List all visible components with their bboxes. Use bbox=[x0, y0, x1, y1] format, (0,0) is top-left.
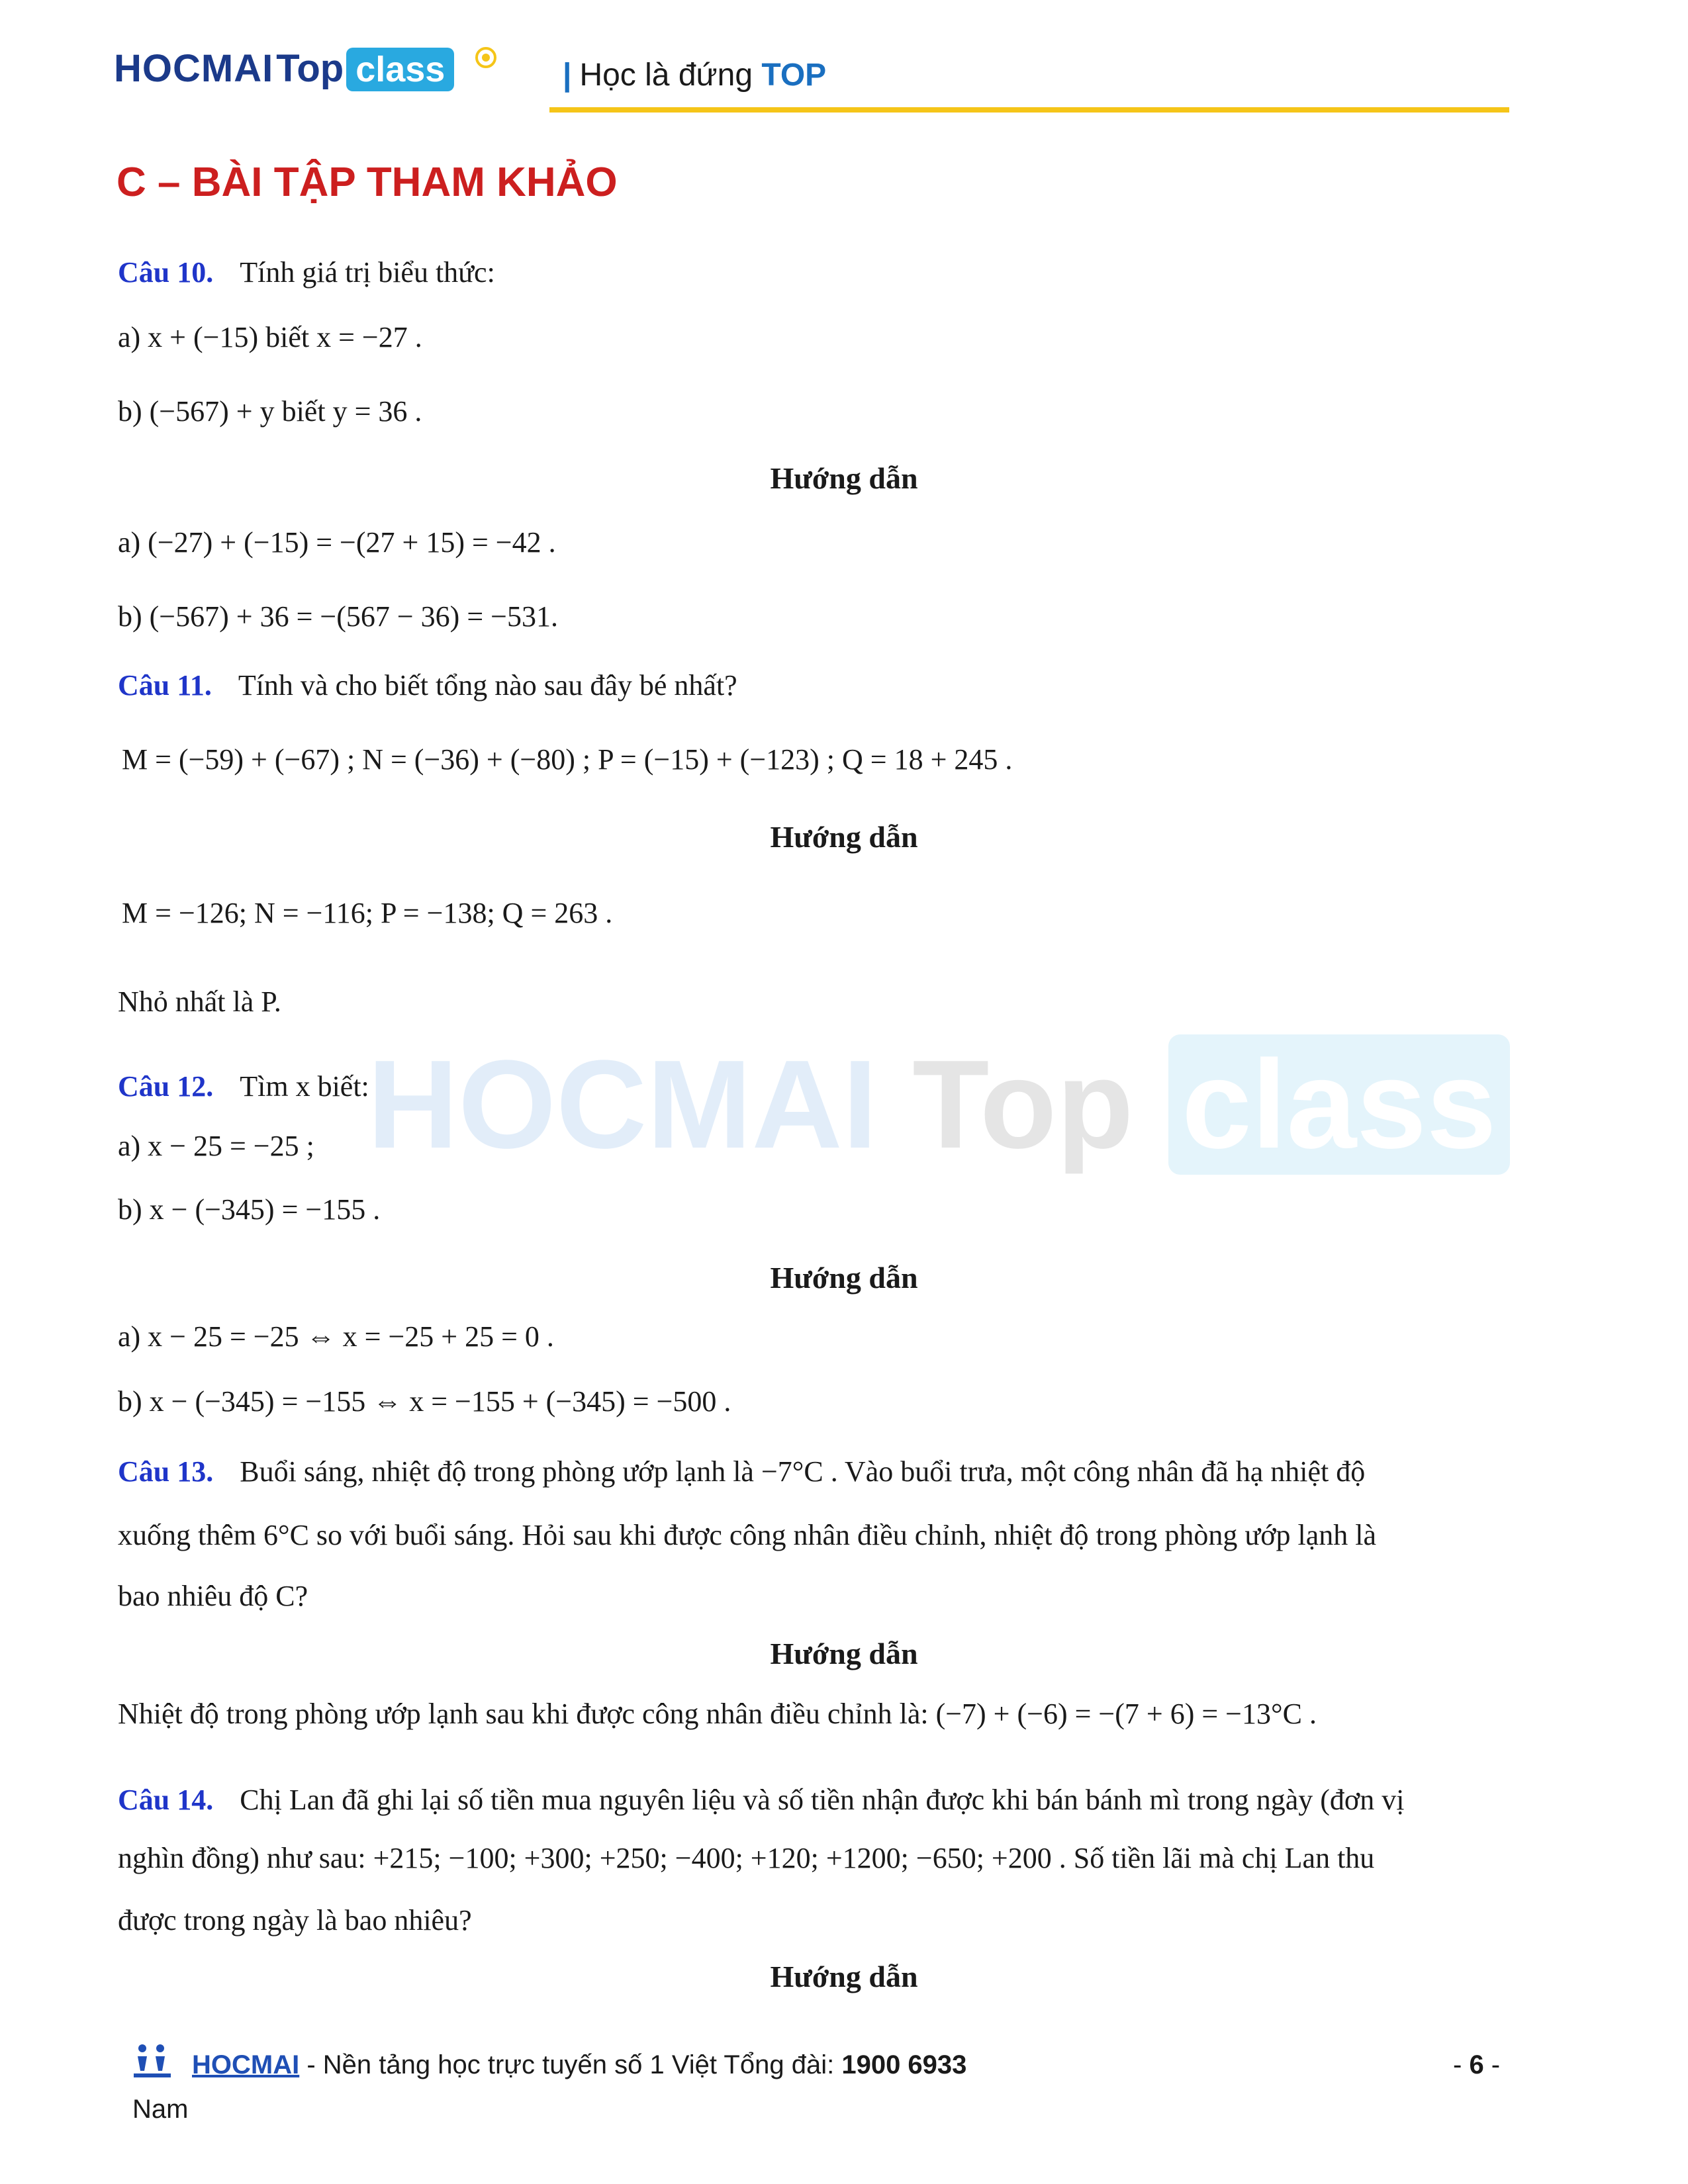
question-12-guide-heading: Hướng dẫn bbox=[770, 1261, 918, 1295]
question-10-solution-a: a) (−27) + (−15) = −(27 + 15) = −42 . bbox=[118, 526, 556, 559]
question-11 bbox=[118, 667, 737, 704]
footer-brand-link[interactable]: HOCMAI bbox=[192, 2050, 300, 2079]
question-13-label: Câu 13. bbox=[118, 1455, 214, 1488]
slogan-top: TOP bbox=[761, 58, 827, 93]
section-title: C – BÀI TẬP THAM KHẢO bbox=[117, 159, 618, 205]
question-13-line-3: bao nhiêu độ C? bbox=[118, 1580, 308, 1612]
question-10-part-b: b) (−567) + y biết y = 36 . bbox=[118, 395, 422, 428]
header-slogan bbox=[563, 57, 826, 93]
question-13-line-1: Buổi sáng, nhiệt độ trong phòng ướp lạnh là −7°C . Vào buổi trưa, một công nhân đã hạ nhiệt độ bbox=[240, 1455, 1366, 1488]
hocmai-footer-icon bbox=[132, 2042, 172, 2081]
watermark-class: class bbox=[1168, 1034, 1509, 1175]
page-number bbox=[1453, 2050, 1500, 2080]
slogan-bar: | bbox=[563, 58, 572, 93]
watermark-hocmai: HOCMAI bbox=[367, 1034, 878, 1175]
question-13-guide-heading: Hướng dẫn bbox=[770, 1637, 918, 1670]
question-11-guide-heading: Hướng dẫn bbox=[770, 820, 918, 854]
question-12 bbox=[118, 1068, 369, 1105]
logo-class-badge: class bbox=[346, 48, 454, 91]
question-14 bbox=[118, 1782, 1404, 1819]
question-11-prompt: Tính và cho biết tổng nào sau đây bé nhất? bbox=[238, 669, 737, 702]
page-number-value: 6 bbox=[1469, 2050, 1484, 2079]
footer-tagline bbox=[192, 2050, 966, 2080]
question-11-solution: M = −126; N = −116; P = −138; Q = 263 . bbox=[122, 897, 613, 929]
question-13 bbox=[118, 1453, 1365, 1490]
page-number-prefix: - bbox=[1453, 2050, 1470, 2079]
question-14-line-2: nghìn đồng) như sau: +215; −100; +300; +250; −400; +120; +1200; −650; +200 . Số tiền lãi mà chị Lan thu bbox=[118, 1842, 1375, 1874]
question-14-label: Câu 14. bbox=[118, 1784, 214, 1816]
question-12-part-a: a) x − 25 = −25 ; bbox=[118, 1130, 314, 1162]
question-10 bbox=[118, 254, 495, 291]
footer-hotline: 1900 6933 bbox=[841, 2050, 967, 2079]
question-14-line-1: Chị Lan đã ghi lại số tiền mua nguyên liệu và số tiền nhận được khi bán bánh mì trong ngày (đơn vị bbox=[240, 1784, 1405, 1816]
question-12-part-b: b) x − (−345) = −155 . bbox=[118, 1193, 381, 1226]
logo-top-text: Top bbox=[276, 47, 344, 90]
question-11-conclusion: Nhỏ nhất là P. bbox=[118, 985, 281, 1018]
question-12-label: Câu 12. bbox=[118, 1070, 214, 1103]
watermark bbox=[367, 1032, 1510, 1177]
question-14-line-3: được trong ngày là bao nhiêu? bbox=[118, 1904, 472, 1936]
watermark-top: Top bbox=[912, 1034, 1134, 1175]
question-12-solution-a: a) x − 25 = −25 ⇔ x = −25 + 25 = 0 . bbox=[118, 1320, 554, 1353]
slogan-text: Học là đứng bbox=[579, 58, 762, 93]
hocmai-topclass-logo bbox=[114, 46, 511, 106]
question-10-part-a: a) x + (−15) biết x = −27 . bbox=[118, 321, 422, 353]
question-10-label: Câu 10. bbox=[118, 256, 214, 289]
header-divider bbox=[549, 107, 1509, 113]
question-11-expression: M = (−59) + (−67) ; N = (−36) + (−80) ; P = (−15) + (−123) ; Q = 18 + 245 . bbox=[122, 743, 1013, 776]
question-13-solution: Nhiệt độ trong phòng ướp lạnh sau khi được công nhân điều chỉnh là: (−7) + (−6) = −(7 + 6) = −13°C . bbox=[118, 1698, 1317, 1730]
footer-tagline-text: - Nền tảng học trực tuyến số 1 Việt Tổng đài: bbox=[299, 2050, 842, 2079]
logo-hocmai-text: HOCMAI bbox=[114, 47, 274, 90]
logo-star-icon bbox=[475, 46, 497, 69]
question-14-guide-heading: Hướng dẫn bbox=[770, 1960, 918, 1993]
page-number-suffix: - bbox=[1483, 2050, 1501, 2079]
question-10-prompt: Tính giá trị biểu thức: bbox=[240, 256, 495, 289]
question-11-label: Câu 11. bbox=[118, 669, 212, 702]
question-10-solution-b: b) (−567) + 36 = −(567 − 36) = −531. bbox=[118, 600, 558, 633]
footer-nam: Nam bbox=[132, 2095, 189, 2124]
question-12-prompt: Tìm x biết: bbox=[240, 1070, 369, 1103]
question-10-guide-heading: Hướng dẫn bbox=[770, 461, 918, 495]
question-13-line-2: xuống thêm 6°C so với buổi sáng. Hỏi sau khi được công nhân điều chỉnh, nhiệt độ trong phòng ướp lạnh là bbox=[118, 1519, 1376, 1551]
question-12-solution-b: b) x − (−345) = −155 ⇔ x = −155 + (−345) = −500 . bbox=[118, 1385, 731, 1418]
